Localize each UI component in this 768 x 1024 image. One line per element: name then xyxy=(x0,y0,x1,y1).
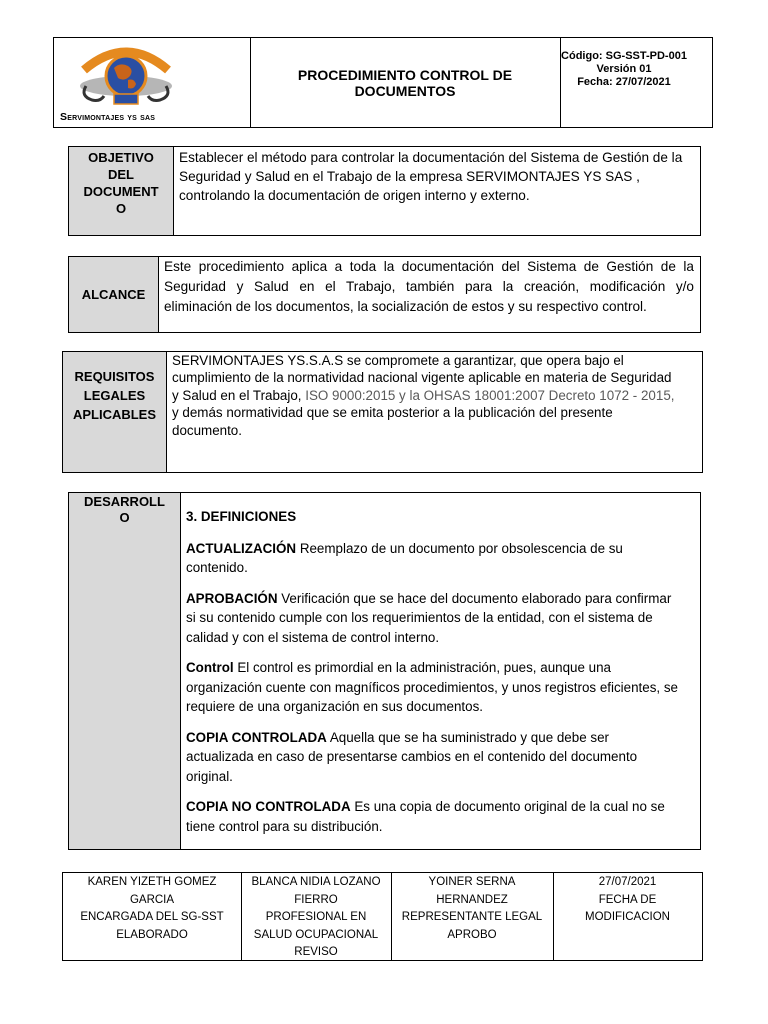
label-line: DEL xyxy=(108,167,134,182)
definition-term: APROBACIÓN xyxy=(186,590,278,606)
definition-text: calidad y con el sistema de control interno. xyxy=(186,629,440,645)
definitions-heading: 3. DEFINICIONES xyxy=(186,509,297,524)
label-line: ALCANCE xyxy=(81,287,146,302)
alcance-label xyxy=(69,257,159,332)
desarrollo-section xyxy=(68,492,701,850)
alcance-text xyxy=(158,257,700,332)
signature-table xyxy=(62,872,703,961)
text-line: controlando la documentación de origen interno y externo. xyxy=(179,188,530,203)
text-line: Seguridad y Salud en el Trabajo de la empresa SERVIMONTAJES YS SAS , xyxy=(179,169,640,184)
definition-text: Reemplazo de un documento por obsolescencia de su xyxy=(296,540,623,556)
objetivo-label xyxy=(69,147,174,235)
title-line: DOCUMENTOS xyxy=(354,82,456,99)
text-line: y demás normatividad que se emita posterior a la publicación del presente xyxy=(172,405,613,421)
definition-item xyxy=(186,728,696,787)
definition-term: ACTUALIZACIÓN xyxy=(186,540,297,556)
signature-line: MODIFICACION xyxy=(585,911,670,923)
definition-item xyxy=(186,658,696,717)
document-date: Fecha: 27/07/2021 xyxy=(577,76,671,88)
signature-elaborado xyxy=(63,873,242,960)
signature-aprobo xyxy=(391,873,554,960)
definition-term: COPIA NO CONTROLADA xyxy=(186,799,351,814)
signature-line: REVISO xyxy=(294,946,338,958)
signature-line: REPRESENTANTE LEGAL xyxy=(401,911,543,923)
definition-term: Control xyxy=(186,660,234,675)
label-line: DESARROLL xyxy=(84,494,165,509)
definition-text: Verificación que se hace del documento elaborado para confirmar xyxy=(277,590,672,606)
label-line: LEGALES xyxy=(83,388,146,403)
definition-text: El control es primordial en la administración, pues, aunque una xyxy=(233,660,611,675)
signature-line: FECHA DE xyxy=(598,893,657,906)
definition-item xyxy=(186,539,696,578)
title-line: PROCEDIMIENTO CONTROL DE xyxy=(297,66,513,83)
company-logo-icon xyxy=(76,42,176,114)
definition-text: actualizada en caso de presentarse cambios en el contenido del documento xyxy=(186,749,638,764)
document-title xyxy=(250,38,561,127)
definition-text: organización cuente con magníficos procedimientos, y unos registros eficientes, se xyxy=(186,679,678,695)
definition-item xyxy=(186,589,696,648)
definition-text: Aquella que se ha suministrado y que debe ser xyxy=(326,729,609,745)
objetivo-text xyxy=(173,147,700,235)
definition-term: COPIA CONTROLADA xyxy=(186,729,327,745)
signature-line: FIERRO xyxy=(294,893,338,906)
document-header xyxy=(53,37,713,128)
document-meta xyxy=(536,38,712,139)
definition-text: requiere de una organización en sus documentos. xyxy=(186,699,484,714)
definition-text: contenido. xyxy=(186,560,248,575)
signature-line: SALUD OCUPACIONAL xyxy=(253,928,379,941)
label-line: O xyxy=(119,510,130,525)
objetivo-section xyxy=(68,146,701,236)
definition-item xyxy=(186,797,696,836)
signature-line: APROBO xyxy=(447,928,497,941)
text-line: Este procedimiento aplica a toda la documentación del Sistema de Gestión de la xyxy=(164,259,694,274)
signature-line: ELABORADO xyxy=(116,928,188,941)
signature-line: 27/07/2021 xyxy=(598,876,657,888)
signature-line: YOINER SERNA xyxy=(428,876,516,888)
company-name: Servimontajes ys sas xyxy=(60,111,156,123)
logo-cell xyxy=(54,38,251,127)
document-version: Versión 01 xyxy=(596,63,652,75)
signature-line: KAREN YIZETH GOMEZ xyxy=(87,876,217,888)
definitions-content xyxy=(180,493,700,849)
label-line: OBJETIVO xyxy=(88,150,154,165)
norm-reference: ISO 9000:2015 y la OHSAS 18001:2007 Decreto 1072 - 2015, xyxy=(305,387,675,403)
signature-line: PROFESIONAL EN xyxy=(265,911,367,923)
requisitos-section xyxy=(62,351,703,473)
signature-line: ENCARGADA DEL SG-SST xyxy=(80,911,224,923)
document-code: Código: SG-SST-PD-001 xyxy=(561,50,687,62)
signature-reviso xyxy=(241,873,392,960)
definition-text: si su contenido cumple con los requerimientos de la entidad, con el sistema de xyxy=(186,610,653,625)
text-span: y Salud en el Trabajo, xyxy=(172,387,306,403)
requisitos-label xyxy=(63,352,167,472)
text-line: documento. xyxy=(172,422,242,438)
alcance-section xyxy=(68,256,701,333)
definition-text: tiene control para su distribución. xyxy=(186,818,383,834)
signature-line: GARCIA xyxy=(129,893,175,906)
text-line: eliminación de los documentos, la socialización de estos y su respectivo control. xyxy=(164,299,647,314)
definition-text: original. xyxy=(186,768,233,784)
text-line: Establecer el método para controlar la documentación del Sistema de Gestión de la xyxy=(179,150,683,165)
text-line: cumplimiento de la normatividad nacional vigente aplicable en materia de Seguridad xyxy=(172,370,672,386)
text-line xyxy=(172,387,698,404)
signature-line: BLANCA NIDIA LOZANO xyxy=(251,876,381,888)
label-line: APLICABLES xyxy=(72,407,157,422)
requisitos-text xyxy=(166,352,702,472)
definition-text: Es una copia de documento original de la cual no se xyxy=(350,799,665,814)
modification-date xyxy=(553,873,702,960)
text-line: SERVIMONTAJES YS.S.A.S se compromete a garantizar, que opera bajo el xyxy=(172,353,624,368)
desarrollo-label xyxy=(69,493,181,849)
label-line: REQUISITOS xyxy=(74,369,155,384)
text-line: Seguridad y Salud en el Trabajo, también para la creación, modificación y/o xyxy=(164,279,694,294)
label-line: DOCUMENT xyxy=(83,184,159,199)
signature-line: HERNANDEZ xyxy=(436,893,508,906)
label-line: O xyxy=(115,201,127,216)
